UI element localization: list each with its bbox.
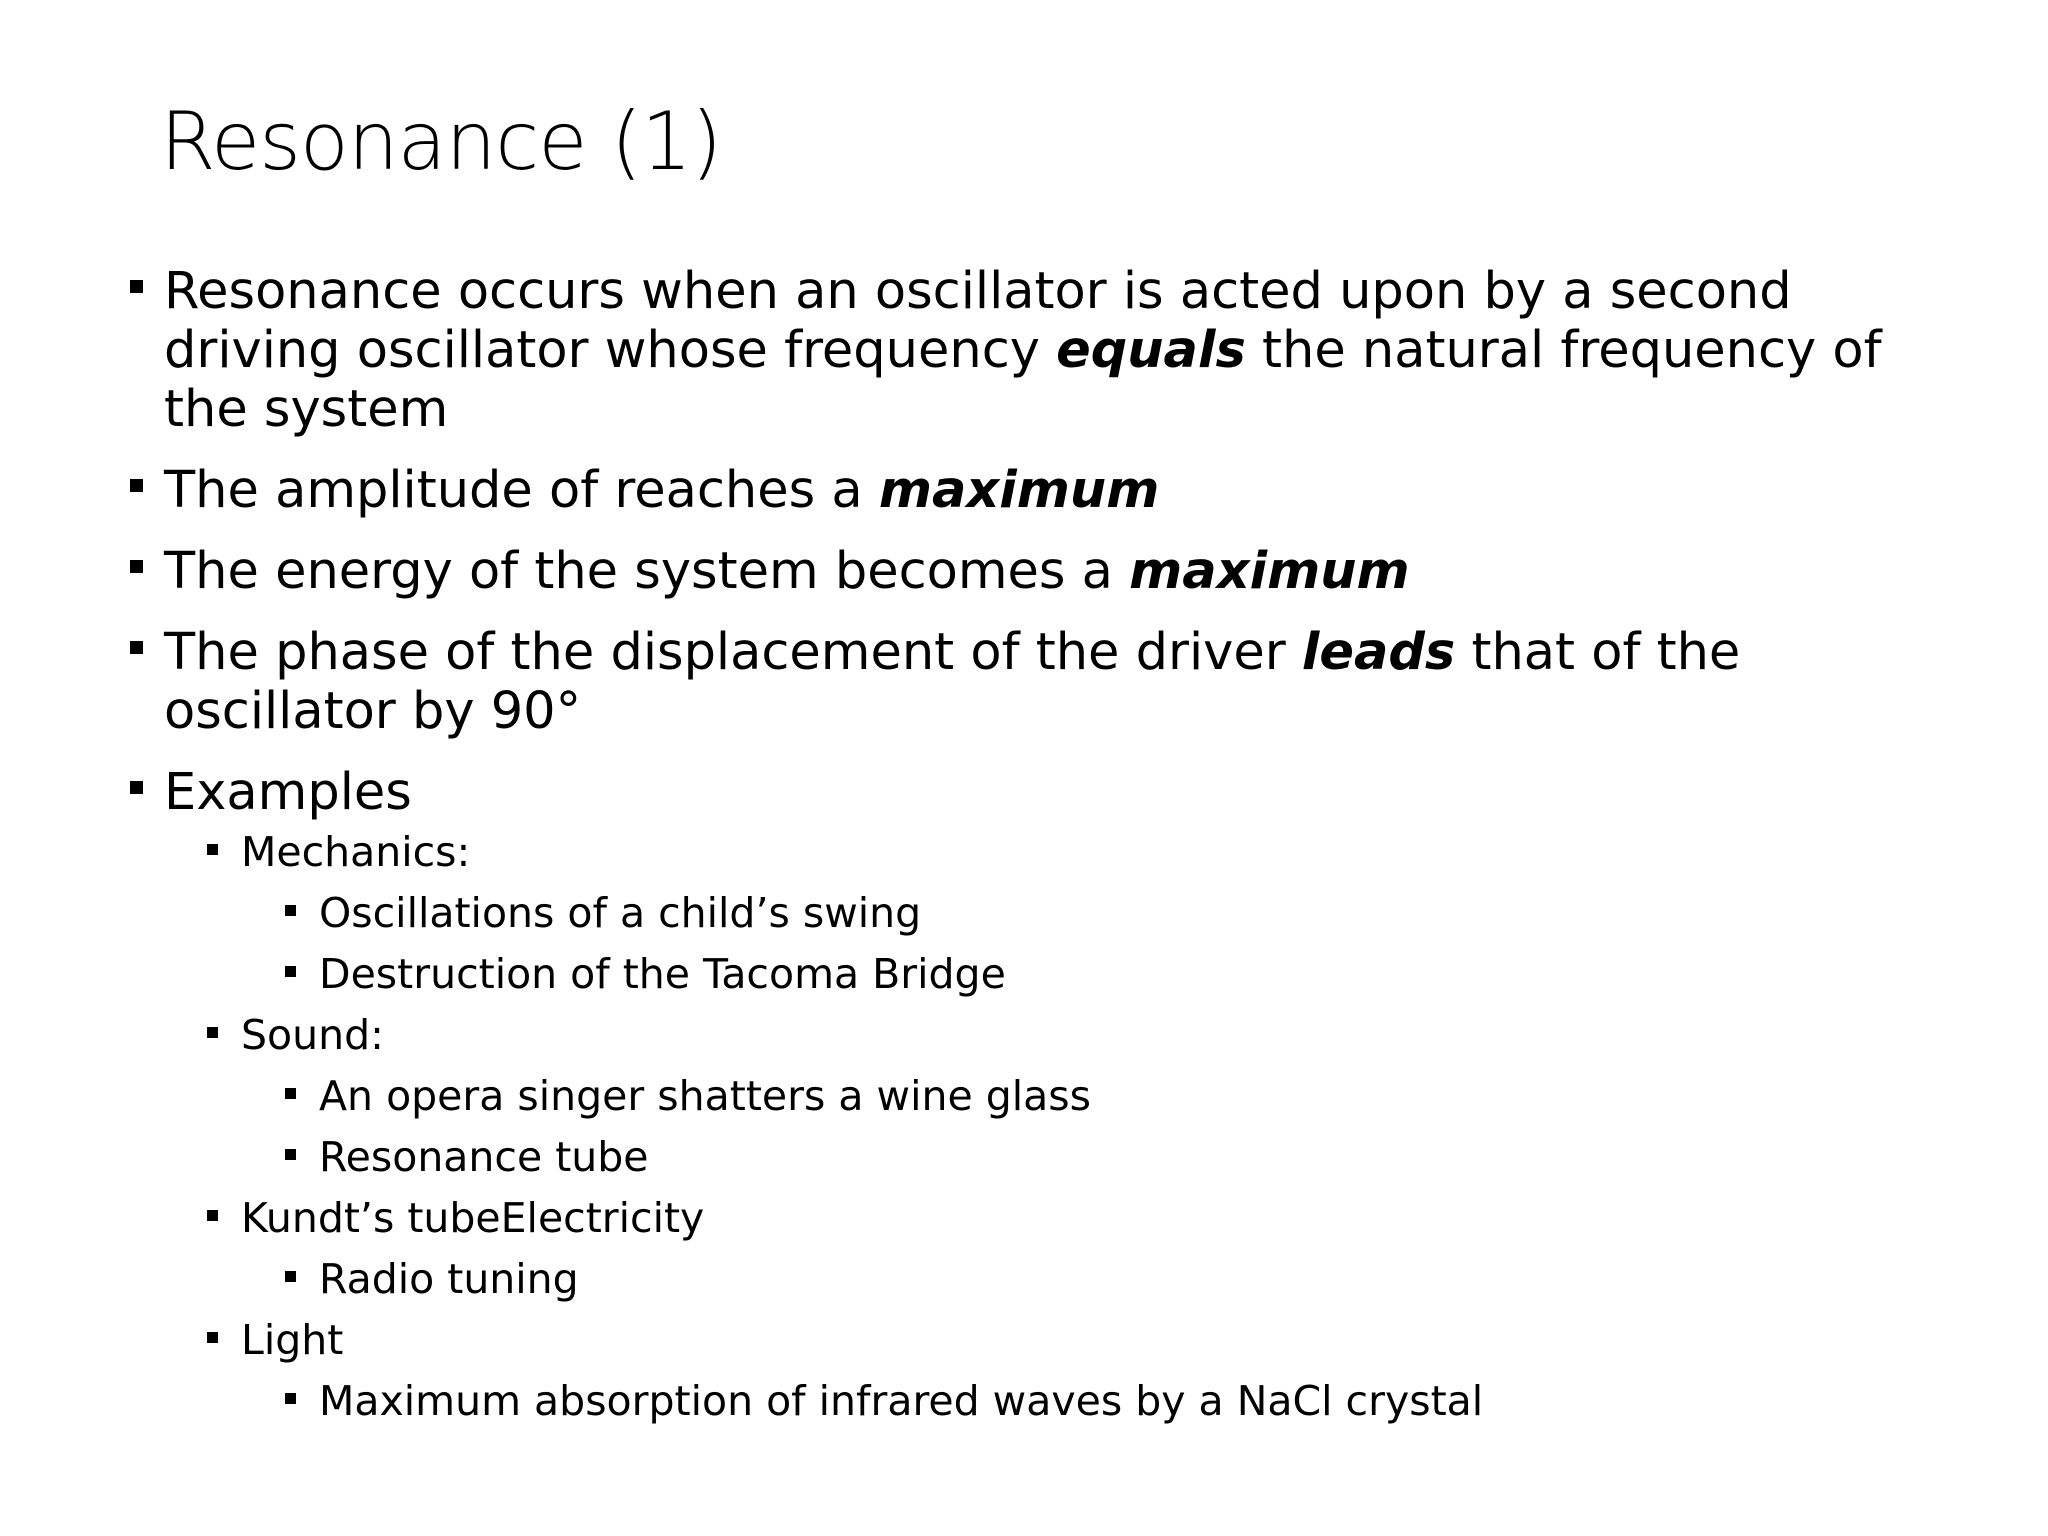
slide-title: Resonance (1) xyxy=(160,95,722,188)
bullet-text: that of the oscillator by 90° xyxy=(164,623,1741,741)
sub-sub-bullet-text: An opera singer shatters a wine glass xyxy=(319,1072,1091,1120)
bullet-square-icon xyxy=(285,966,296,977)
bullet-emphasis: leads xyxy=(1301,623,1456,682)
bullet-emphasis: equals xyxy=(1056,321,1246,380)
sub-sub-bullet-text: Maximum absorption of infrared waves by a NaCl crystal xyxy=(319,1377,1484,1425)
bullet-text: Examples xyxy=(164,763,412,822)
sub-sub-bullet-text: Destruction of the Tacoma Bridge xyxy=(319,950,1006,998)
bullet-square-icon xyxy=(285,1149,296,1160)
bullet-resonance-definition xyxy=(130,262,1904,439)
bullet-text: The amplitude of reaches a xyxy=(164,461,879,520)
bullet-square-icon xyxy=(130,280,143,293)
sub-sub-bullet xyxy=(130,883,1930,944)
bullet-text: the natural frequency of the system xyxy=(164,321,1882,439)
bullet-square-icon xyxy=(207,1210,218,1221)
bullet-text: The phase of the displacement of the driver xyxy=(164,623,1302,682)
bullet-emphasis: maximum xyxy=(878,461,1160,520)
bullet-square-icon xyxy=(285,1393,296,1404)
sub-sub-bullet xyxy=(130,1249,1930,1310)
sub-sub-bullet xyxy=(130,1066,1930,1127)
bullet-square-icon xyxy=(130,781,143,794)
sub-bullet-label: Light xyxy=(241,1316,344,1364)
sub-sub-bullet-text: Resonance tube xyxy=(319,1133,649,1181)
sub-sub-bullet xyxy=(130,1127,1930,1188)
bullet-amplitude xyxy=(130,461,1930,520)
bullet-square-icon xyxy=(130,641,143,654)
bullet-square-icon xyxy=(130,479,143,492)
bullet-square-icon xyxy=(285,1271,296,1282)
bullet-emphasis: maximum xyxy=(1129,542,1410,601)
sub-bullet-mechanics xyxy=(130,822,1930,883)
sub-bullet-electricity xyxy=(130,1188,1930,1249)
sub-bullet-light xyxy=(130,1310,1930,1371)
sub-bullet-label: Kundt’s tubeElectricity xyxy=(241,1194,705,1242)
bullet-square-icon xyxy=(207,1027,218,1038)
bullet-square-icon xyxy=(207,844,218,855)
bullet-examples xyxy=(130,763,1930,822)
bullet-square-icon xyxy=(285,905,296,916)
sub-sub-bullet-text: Radio tuning xyxy=(319,1255,579,1303)
sub-sub-bullet-text: Oscillations of a child’s swing xyxy=(319,889,922,937)
bullet-text: The energy of the system becomes a xyxy=(164,542,1130,601)
sub-bullet-label: Sound: xyxy=(241,1011,384,1059)
bullet-text: Resonance occurs when an oscillator is acted upon by a second driving oscillator whose frequency xyxy=(164,262,1792,380)
bullet-list xyxy=(130,262,1930,1432)
sub-sub-bullet xyxy=(130,944,1930,1005)
sub-sub-bullet xyxy=(130,1371,1930,1432)
bullet-square-icon xyxy=(207,1332,218,1343)
bullet-phase xyxy=(130,623,1904,741)
sub-bullet-label: Mechanics: xyxy=(241,828,471,876)
bullet-square-icon xyxy=(130,560,143,573)
bullet-square-icon xyxy=(285,1088,296,1099)
sub-bullet-sound xyxy=(130,1005,1930,1066)
bullet-energy xyxy=(130,542,1930,601)
